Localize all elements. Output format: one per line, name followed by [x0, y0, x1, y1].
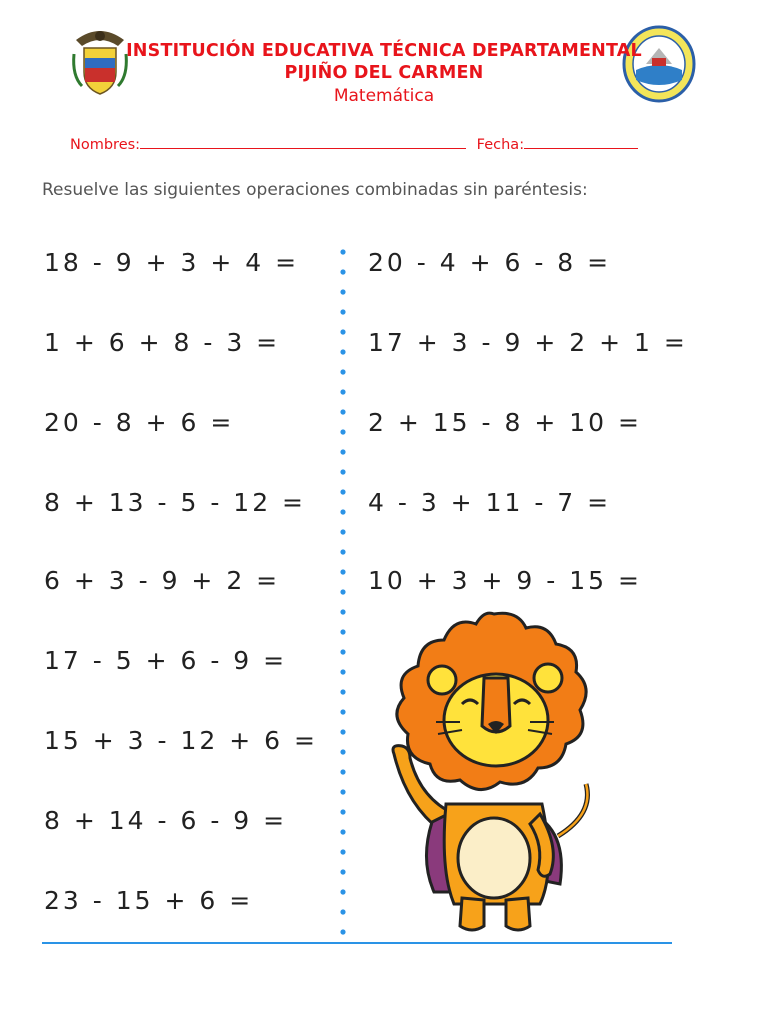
operation-right-5: 10 + 3 + 9 - 15 =: [368, 566, 642, 595]
divider-dot: [340, 829, 345, 834]
divider-dot: [340, 409, 345, 414]
names-label: Nombres:: [70, 137, 141, 153]
operation-left-4: 8 + 13 - 5 - 12 =: [44, 488, 306, 517]
divider-dot: [340, 769, 345, 774]
divider-dot: [340, 309, 345, 314]
divider-dot: [340, 929, 345, 934]
instructions-text: Resuelve las siguientes operaciones combinadas sin paréntesis:: [42, 180, 588, 200]
divider-dot: [340, 729, 345, 734]
operation-left-6: 17 - 5 + 6 - 9 =: [44, 646, 288, 675]
divider-dot: [340, 549, 345, 554]
divider-dot: [340, 529, 345, 534]
operation-right-1: 20 - 4 + 6 - 8 =: [368, 248, 612, 277]
student-info-line: [70, 134, 670, 153]
divider-dot: [340, 469, 345, 474]
operation-right-2: 17 + 3 - 9 + 2 + 1 =: [368, 328, 688, 357]
divider-dot: [340, 269, 345, 274]
divider-dot: [340, 369, 345, 374]
divider-dot: [340, 889, 345, 894]
operation-left-7: 15 + 3 - 12 + 6 =: [44, 726, 318, 755]
divider-dot: [340, 389, 345, 394]
divider-dot: [340, 489, 345, 494]
divider-dot: [340, 909, 345, 914]
divider-dot: [340, 589, 345, 594]
divider-dot: [340, 749, 345, 754]
dotted-column-divider: [340, 246, 346, 936]
divider-dot: [340, 429, 345, 434]
divider-dot: [340, 629, 345, 634]
operation-left-3: 20 - 8 + 6 =: [44, 408, 235, 437]
operation-left-1: 18 - 9 + 3 + 4 =: [44, 248, 300, 277]
operation-left-8: 8 + 14 - 6 - 9 =: [44, 806, 288, 835]
divider-dot: [340, 509, 345, 514]
document-header: [0, 40, 768, 108]
divider-dot: [340, 649, 345, 654]
divider-dot: [340, 249, 345, 254]
operation-left-2: 1 + 6 + 8 - 3 =: [44, 328, 281, 357]
divider-dot: [340, 669, 345, 674]
school-name-line2: PIJIÑO DEL CARMEN: [284, 63, 484, 83]
lion-illustration: [380, 608, 610, 938]
bottom-rule: [42, 942, 672, 944]
divider-dot: [340, 809, 345, 814]
divider-dot: [340, 569, 345, 574]
date-label: Fecha:: [476, 137, 525, 153]
date-field[interactable]: [524, 134, 638, 149]
school-name-line1: INSTITUCIÓN EDUCATIVA TÉCNICA DEPARTAMENTAL: [126, 41, 642, 61]
divider-dot: [340, 289, 345, 294]
divider-dot: [340, 349, 345, 354]
operation-right-4: 4 - 3 + 11 - 7 =: [368, 488, 612, 517]
divider-dot: [340, 849, 345, 854]
divider-dot: [340, 869, 345, 874]
divider-dot: [340, 709, 345, 714]
divider-dot: [340, 329, 345, 334]
operation-left-9: 23 - 15 + 6 =: [44, 886, 254, 915]
divider-dot: [340, 609, 345, 614]
divider-dot: [340, 789, 345, 794]
divider-dot: [340, 689, 345, 694]
subject-title: Matemática: [333, 86, 435, 106]
operation-right-3: 2 + 15 - 8 + 10 =: [368, 408, 642, 437]
operation-left-5: 6 + 3 - 9 + 2 =: [44, 566, 281, 595]
names-field[interactable]: [140, 134, 466, 149]
divider-dot: [340, 449, 345, 454]
